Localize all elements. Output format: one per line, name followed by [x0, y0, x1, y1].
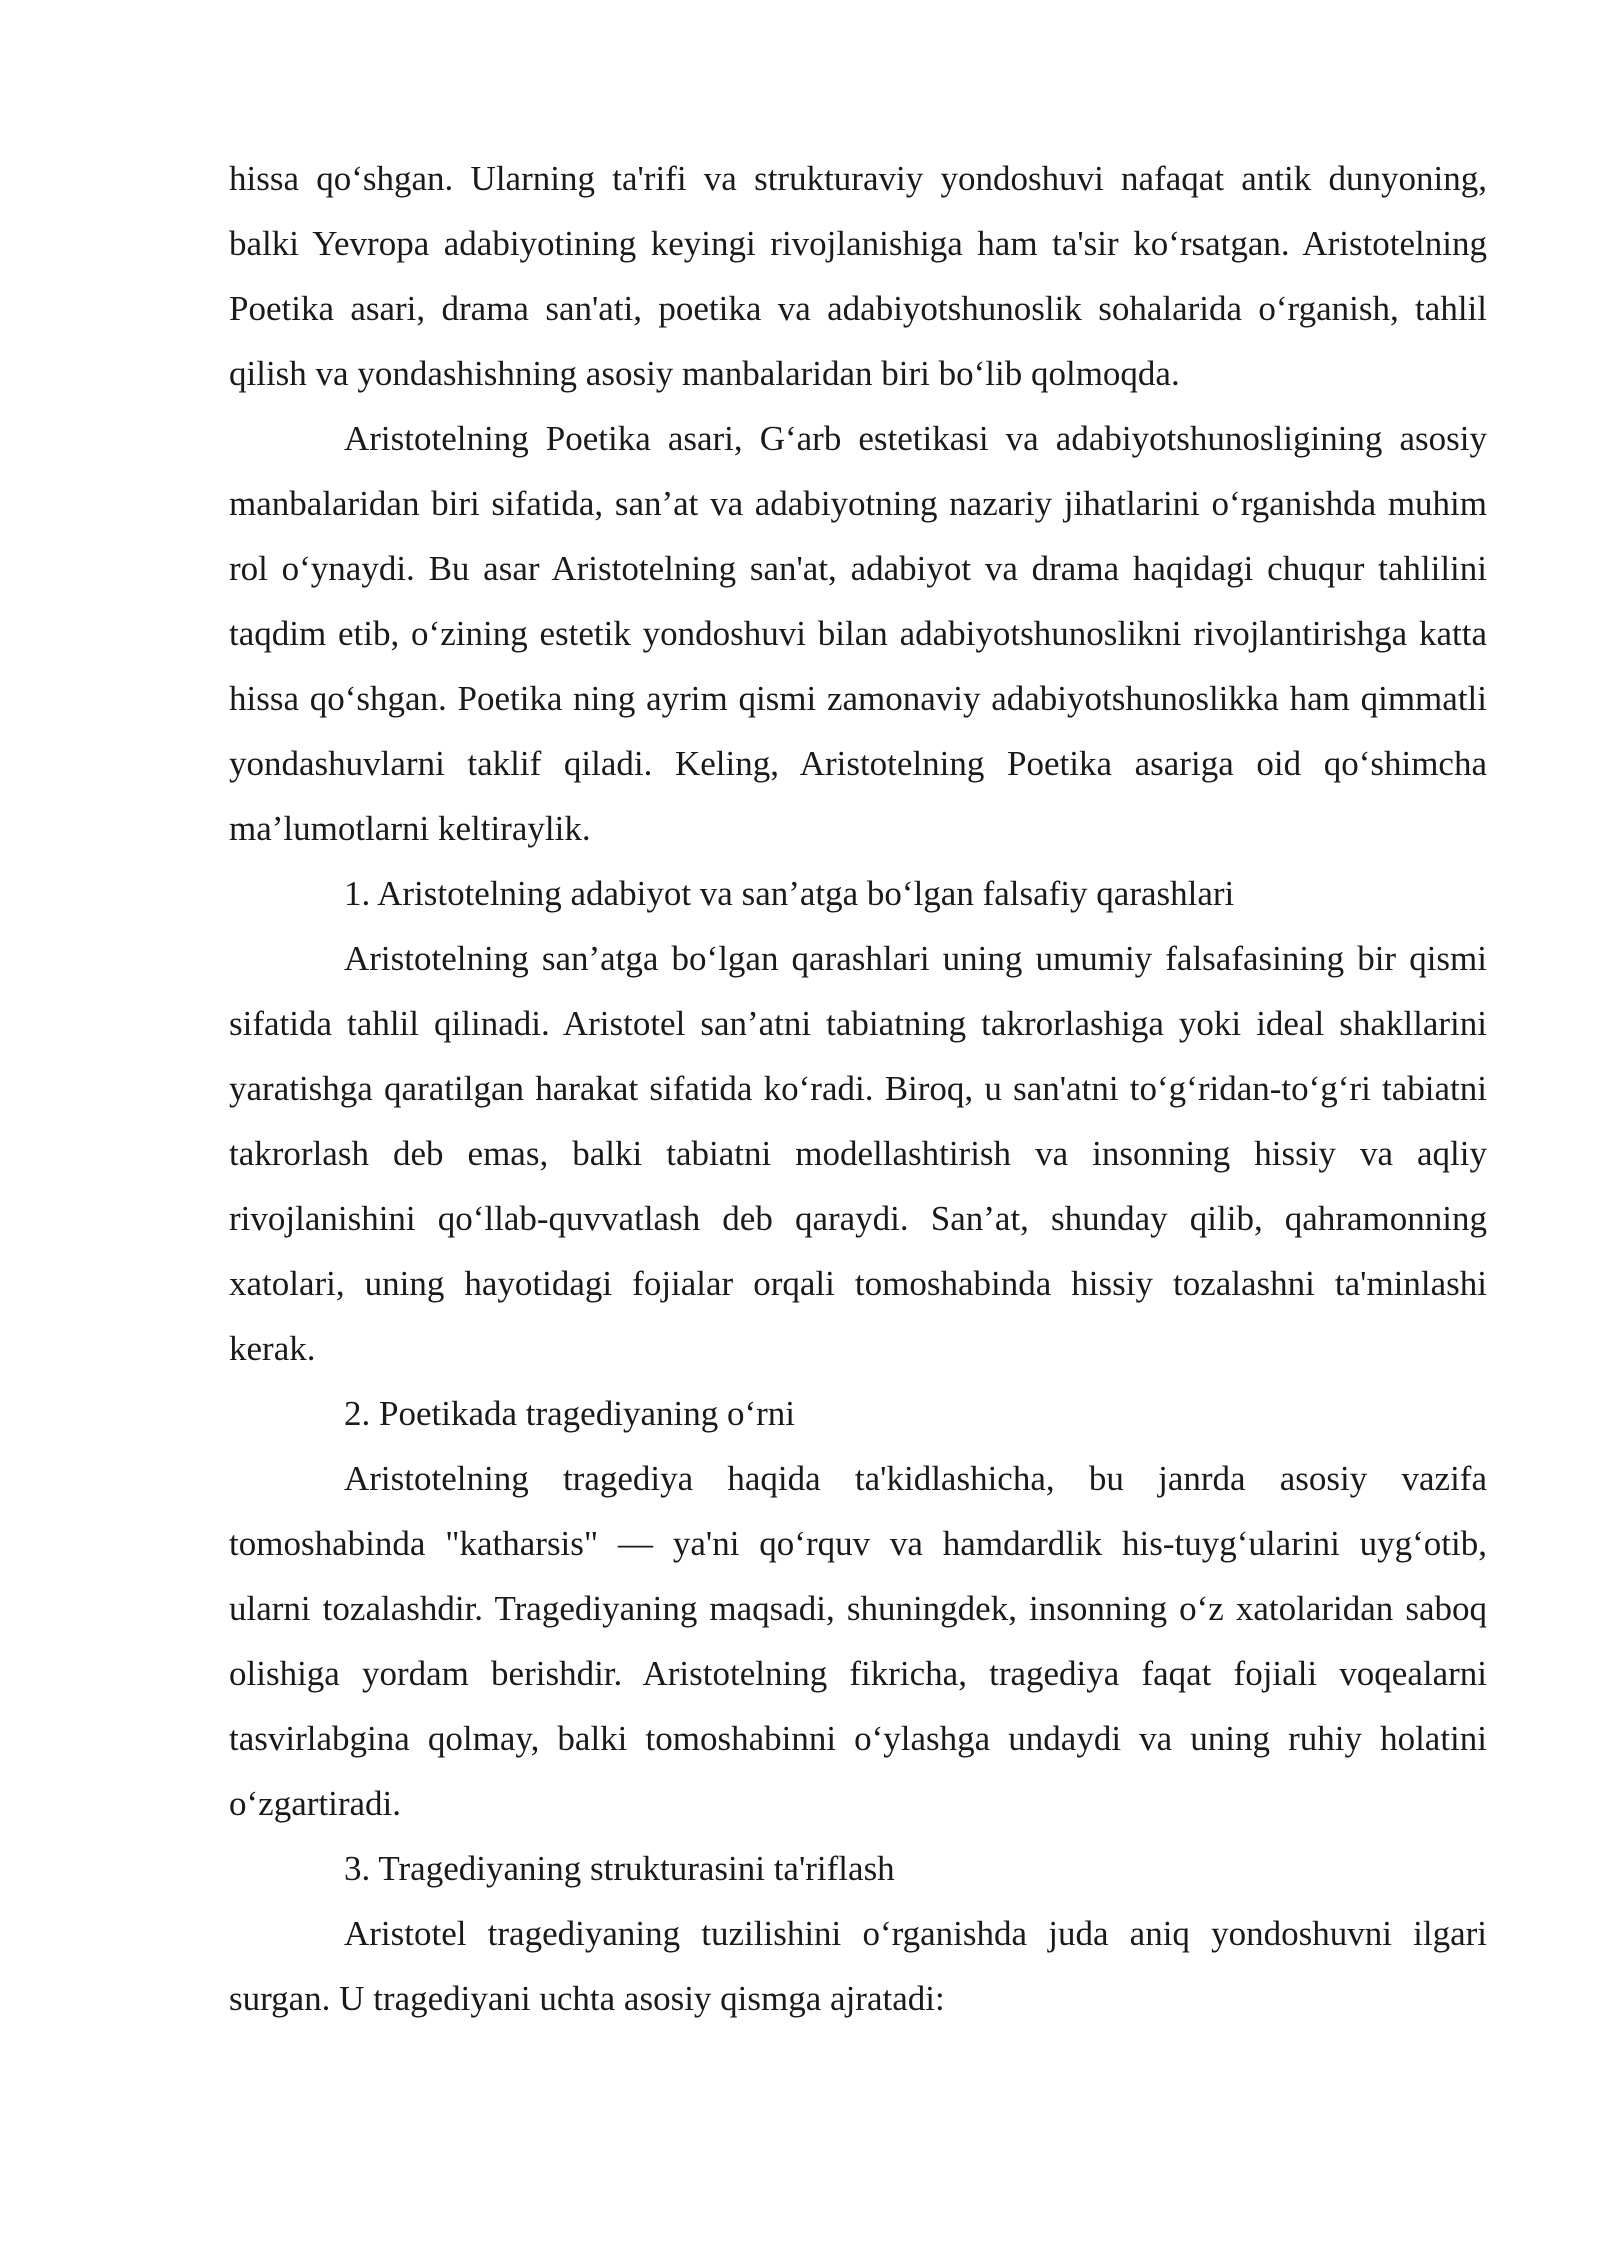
- paragraph-poetika-intro: Aristotelning Poetika asari, G‘arb estetikasi va adabiyotshunosligining asosiy manbalaridan biri sifatida, san’at va adabiyotning nazariy jihatlarini o‘rganishda muhim rol o‘ynaydi. Bu asar Aristotelning san'at, adabiyot va drama haqidagi chuqur tahlilini taqdim etib, o‘zining estetik yondoshuvi bilan adabiyotshunoslikni rivojlantirishga katta hissa qo‘shgan. Poetika ning ayrim qismi zamonaviy adabiyotshunoslikka ham qimmatli yondashuvlarni taklif qiladi. Keling, Aristotelning Poetika asariga oid qo‘shimcha ma’lumotlarni keltiraylik.: [229, 419, 1487, 848]
- paragraph-continuation: hissa qo‘shgan. Ularning ta'rifi va strukturaviy yondoshuvi nafaqat antik dunyoning, balki Yevropa adabiyotining keyingi rivojlanishiga ham ta'sir ko‘rsatgan. Aristotelning Poetika asari, drama san'ati, poetika va adabiyotshunoslik sohalarida o‘rganish, tahlil qilish va yondashishning asosiy manbalaridan biri bo‘lib qolmoqda.: [229, 159, 1487, 393]
- document-body: [229, 146, 1487, 2031]
- paragraph-tragedy-role: Aristotelning tragediya haqida ta'kidlashicha, bu janrda asosiy vazifa tomoshabinda "katharsis" — ya'ni qo‘rquv va hamdardlik his-tuyg‘ularini uyg‘otib, ularni tozalashdir. Tragediyaning maqsadi, shuningdek, insonning o‘z xatolaridan saboq olishiga yordam berishdir. Aristotelning fikricha, tragediya faqat fojiali voqealarni tasvirlabgina qolmay, balki tomoshabinni o‘ylashga undaydi va uning ruhiy holatini o‘zgartiradi.: [229, 1459, 1487, 1823]
- section-heading-1: 1. Aristotelning adabiyot va san’atga bo‘lgan falsafiy qarashlari: [344, 874, 1235, 913]
- section-heading-2: 2. Poetikada tragediyaning o‘rni: [344, 1394, 795, 1433]
- paragraph-art-views: Aristotelning san’atga bo‘lgan qarashlari uning umumiy falsafasining bir qismi sifatida tahlil qilinadi. Aristotel san’atni tabiatning takrorlashiga yoki ideal shakllarini yaratishga qaratilgan harakat sifatida ko‘radi. Biroq, u san'atni to‘g‘ridan-to‘g‘ri tabiatni takrorlash deb emas, balki tabiatni modellashtirish va insonning hissiy va aqliy rivojlanishini qo‘llab-quvvatlash deb qaraydi. San’at, shunday qilib, qahramonning xatolari, uning hayotidagi fojialar orqali tomoshabinda hissiy tozalashni ta'minlashi kerak.: [229, 939, 1487, 1368]
- paragraph-tragedy-structure: Aristotel tragediyaning tuzilishini o‘rganishda juda aniq yondoshuvni ilgari surgan. U tragediyani uchta asosiy qismga ajratadi:: [229, 1914, 1487, 2018]
- section-heading-3: 3. Tragediyaning strukturasini ta'riflash: [344, 1849, 895, 1888]
